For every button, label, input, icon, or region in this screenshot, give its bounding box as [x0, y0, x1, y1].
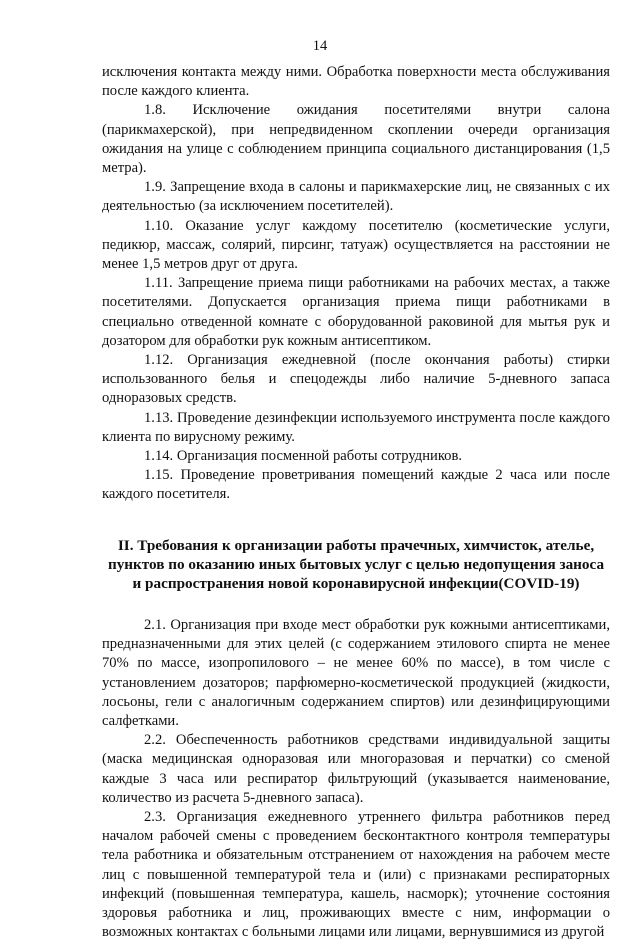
paragraph-2-3: 2.3. Организация ежедневного утреннего фильтра работников перед началом рабочей смены с проведением бесконтактного контроля температуры тела работника и обязательным отстранением от нахождения на рабочем месте лиц с повышенной температурой тела и (или) с признаками респираторных инфекций (повышенная температура, кашель, насморк); уточнение состояния здоровья работника и лиц, проживающих вместе с ним, информации о возможных контактах с больными лицами или лицами, вернувшимися из другой — [102, 808, 610, 941]
paragraph-continuation: исключения контакта между ними. Обработка поверхности места обслуживания после каждого клиента. — [102, 64, 610, 100]
page-number: 14 — [312, 38, 328, 54]
paragraph-1-15: 1.15. Проведение проветривания помещений каждые 2 часа или после каждого посетителя. — [102, 467, 610, 503]
paragraph-1-11: 1.11. Запрещение приема пищи работниками на рабочих местах, а также посетителями. Допускается организация приема пищи работниками в специально отведенной комнате с оборудованной раковиной для мытья рук и дозатором для обработки рук кожным антисептиком. — [102, 275, 610, 349]
paragraph-2-2: 2.2. Обеспеченность работников средствами индивидуальной защиты (маска медицинская одноразовая или многоразовая и перчатки) со сменой каждые 3 часа или респиратор фильтрующий (указывается наименование, количество из расчета 5-дневного запаса). — [102, 732, 610, 806]
paragraph-1-10: 1.10. Оказание услуг каждому посетителю (косметические услуги, педикюр, массаж, солярий, пирсинг, татуаж) осуществляется на расстоянии не менее 1,5 метров друг от друга. — [102, 217, 610, 273]
document-body — [102, 63, 610, 942]
paragraph-2-1: 2.1. Организация при входе мест обработки рук кожными антисептиками, предназначенными для этих целей (с содержанием этилового спирта не менее 70% по массе, изопропилового – не менее 60% по массе), в том числе с установлением дозаторов; парфюмерно-косметической продукцией (жидкости, лосьоны, гели с аналогичным содержанием спиртов) или дезинфицирующими салфетками. — [102, 616, 610, 729]
paragraph-1-12: 1.12. Организация ежедневной (после окончания работы) стирки использованного белья и спецодежды либо наличие 5-дневного запаса одноразовых средств. — [102, 352, 610, 407]
paragraph-1-13: 1.13. Проведение дезинфекции используемого инструмента после каждого клиента по вирусному режиму. — [102, 409, 610, 445]
paragraph-1-8: 1.8. Исключение ожидания посетителями внутри салона (парикмахерской), при непредвиденном скоплении очереди организация ожидания на улице с соблюдением принципа социального дистанцирования (1,5 метра). — [102, 102, 610, 177]
paragraph-1-14: 1.14. Организация посменной работы сотрудников. — [144, 448, 462, 465]
paragraph-1-9: 1.9. Запрещение входа в салоны и парикмахерские лиц, не связанных с их деятельностью (за исключением посетителей). — [102, 179, 610, 215]
section-heading: II. Требования к организации работы прачечных, химчисток, ателье, пунктов по оказанию иных бытовых услуг с целью недопущения заноса и распространения новой коронавирусной инфекции(COVID-19) — [107, 536, 605, 593]
